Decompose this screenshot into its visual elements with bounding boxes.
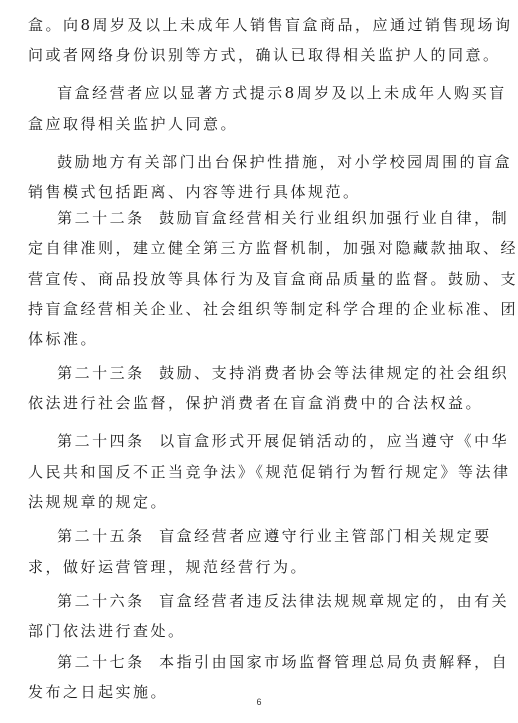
text-line: 依法进行社会监督，保护消费者在盲盒消费中的合法权益。 — [28, 394, 484, 412]
text-line: 第二十二条 鼓励盲盒经营相关行业组织加强行业自律，制 — [28, 209, 510, 227]
text-line: 盒应取得相关监护人同意。 — [28, 115, 239, 133]
text-line: 法规规章的规定。 — [28, 493, 169, 511]
text-line: 第二十四条 以盲盒形式开展促销活动的，应当遵守《中华 — [28, 432, 510, 450]
text-line: 体标准。 — [28, 330, 99, 348]
text-line: 问或者网络身份识别等方式，确认已取得相关监护人的同意。 — [28, 46, 501, 64]
text-line: 盒。向8周岁及以上未成年人销售盲盒商品，应通过销售现场询 — [28, 16, 513, 34]
text-line: 求，做好运营管理，规范经营行为。 — [28, 558, 309, 576]
text-line: 鼓励地方有关部门出台保护性措施，对小学校园周围的盲盒 — [28, 153, 513, 171]
text-line: 盲盒经营者应以显著方式提示8周岁及以上未成年人购买盲 — [28, 84, 507, 102]
text-line: 第二十五条 盲盒经营者应遵守行业主管部门相关规定要 — [28, 527, 492, 545]
text-line: 销售模式包括距离、内容等进行具体规范。 — [28, 183, 361, 201]
text-line: 第二十六条 盲盒经营者违反法律法规规章规定的，由有关 — [28, 592, 510, 610]
text-line: 持盲盒经营相关企业、社会组织等制定科学合理的企业标准、团 — [28, 300, 518, 318]
text-line: 部门依法进行查处。 — [28, 622, 186, 640]
text-line: 人民共和国反不正当竞争法》《规范促销行为暂行规定》等法律 — [28, 463, 511, 481]
page-number: 6 — [256, 697, 262, 707]
text-line: 第二十七条 本指引由国家市场监督管理总局负责解释，自 — [28, 653, 510, 671]
text-line: 定自律准则，建立健全第三方监督机制，加强对隐藏款抽取、经 — [28, 239, 518, 257]
text-line: 第二十三条 鼓励、支持消费者协会等法律规定的社会组织 — [28, 364, 510, 382]
text-line: 发布之日起实施。 — [28, 683, 169, 701]
text-line: 营宣传、商品投放等具体行为及盲盒商品质量的监督。鼓励、支 — [28, 270, 518, 288]
